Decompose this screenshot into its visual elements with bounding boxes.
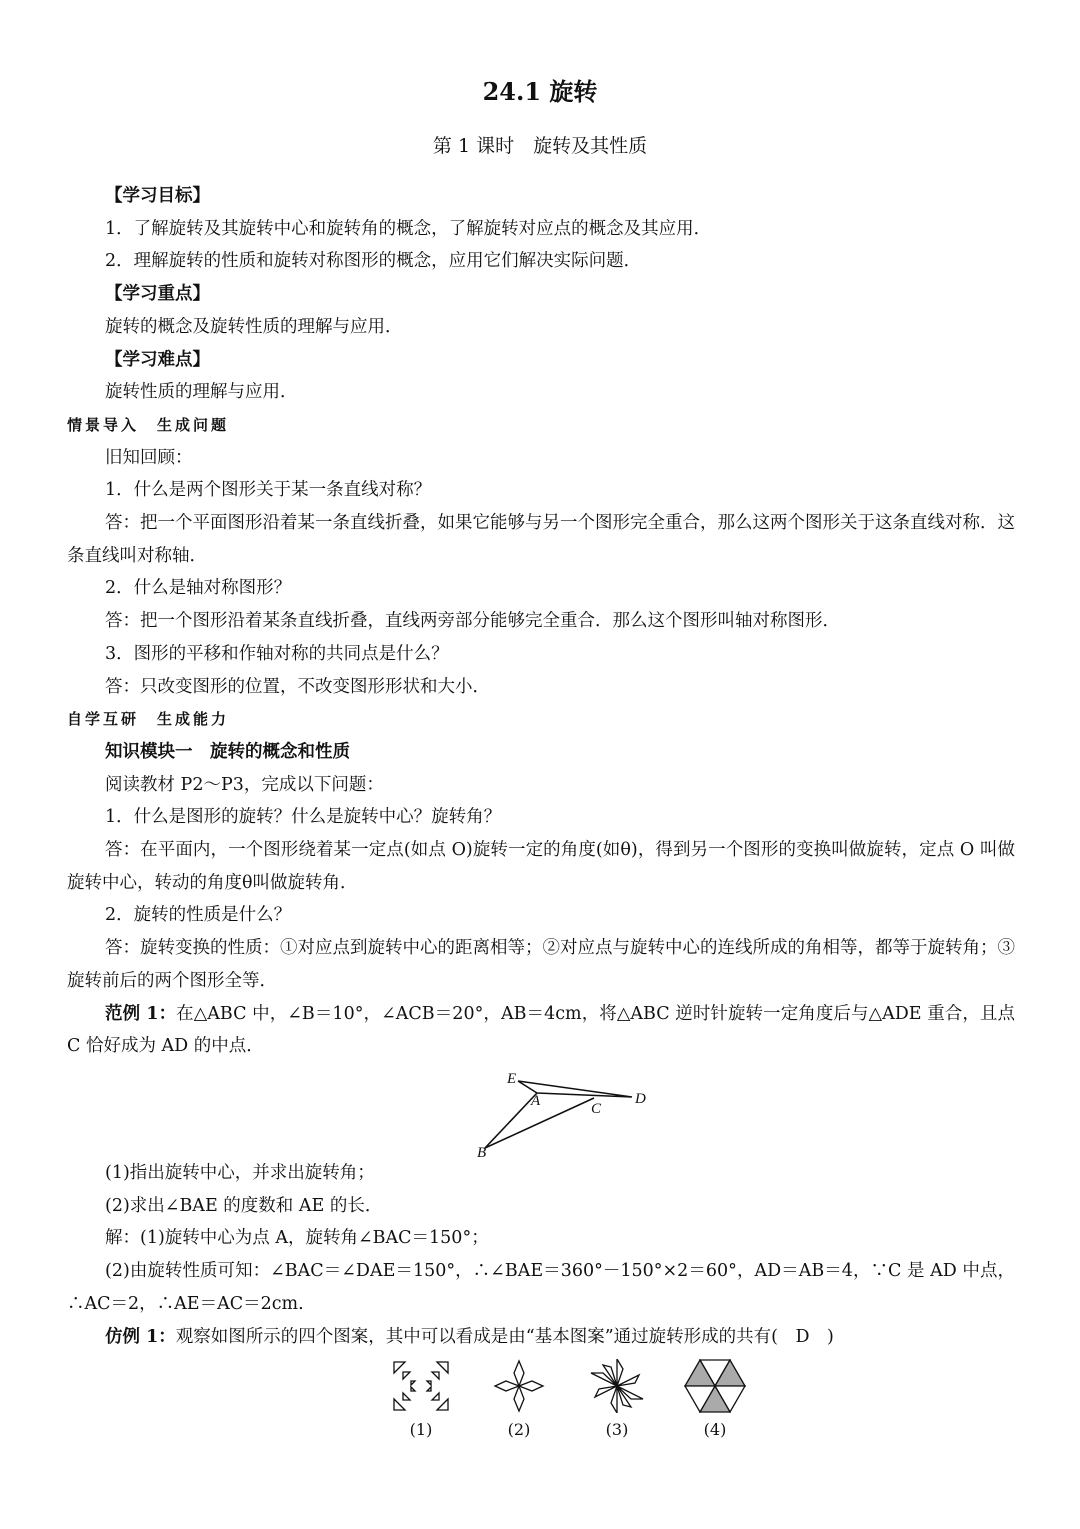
- triangle-rotation-figure: [467, 1065, 667, 1157]
- review-line: 2．什么是轴对称图形？: [105, 578, 292, 599]
- practice-1: [67, 1321, 1015, 1354]
- caption: (4): [703, 1420, 727, 1440]
- solution-line: 解：(1)旋转中心为点 A，旋转角∠BAC＝150°；: [105, 1228, 489, 1249]
- hexagon-pattern-icon: [683, 1359, 747, 1413]
- practice-text: 观察如图所示的四个图案，其中可以看成是由“基本图案”通过旋转形成的共有( D ): [175, 1326, 834, 1347]
- example-text: 在△ABC 中，∠B＝10°，∠ACB＝20°，AB＝4cm，将△ABC 逆时针旋转一定角度后与△ADE 重合，且点 C 恰好成为 AD 的中点．: [67, 1003, 1015, 1057]
- document-body: [67, 180, 1015, 1441]
- review-line: 3．图形的平移和作轴对称的共同点是什么？: [105, 643, 449, 664]
- page-title: 24.1 旋转: [482, 77, 598, 106]
- review-line: 1．什么是两个图形关于某一条直线对称？: [105, 480, 432, 501]
- label-c: C: [591, 1100, 602, 1117]
- study-line: 2．旋转的性质是什么？: [105, 905, 292, 926]
- key-heading: 【学习重点】: [105, 284, 210, 305]
- read-instruction: 阅读教材 P2～P3，完成以下问题：: [105, 774, 384, 795]
- study-line: 1．什么是图形的旋转？什么是旋转中心？旋转角？: [105, 807, 502, 828]
- pattern-3: [568, 1359, 666, 1441]
- label-d: D: [635, 1090, 646, 1107]
- section-heading: 自学互研 生成能力: [67, 710, 230, 729]
- study-line: 答：在平面内，一个图形绕着某一定点(如点 O)旋转一定的角度(如θ)，得到另一个图形的变换叫做旋转，定点 O 叫做旋转中心，转动的角度θ叫做旋转角．: [67, 840, 1015, 893]
- triangles-pattern-icon: [391, 1359, 451, 1413]
- label-e: E: [507, 1070, 517, 1087]
- pattern-4: [666, 1359, 764, 1441]
- review-line: 答：把一个平面图形沿着某一条直线折叠，如果它能够与另一个图形完全重合，那么这两个图形关于这条直线对称．这条直线叫对称轴．: [67, 513, 1015, 566]
- solution-line: (2)由旋转性质可知：∠BAC＝∠DAE＝150°，∴∠BAE＝360°－150°×2＝60°，AD＝AB＝4，∵C 是 AD 中点，∴AC＝2，∴AE＝AC＝2cm.: [67, 1261, 1015, 1314]
- practice-label: 仿例 1：: [105, 1326, 176, 1347]
- section-heading: 情景导入 生成问题: [67, 415, 230, 434]
- goal-item: 2．理解旋转的性质和旋转对称图形的概念，应用它们解决实际问题．: [105, 251, 642, 272]
- study-line: 答：旋转变换的性质：①对应点到旋转中心的距离相等；②对应点与旋转中心的连线所成的角相等，都等于旋转角；③旋转前后的两个图形全等．: [67, 938, 1015, 991]
- example-1: [67, 998, 1015, 1063]
- difficulty-heading: 【学习难点】: [105, 349, 210, 370]
- pinwheel-pattern-icon: [587, 1359, 647, 1413]
- label-a: A: [531, 1092, 541, 1109]
- key-text: 旋转的概念及旋转性质的理解与应用．: [105, 316, 403, 337]
- label-b: B: [477, 1144, 487, 1157]
- caption: (3): [605, 1420, 629, 1440]
- difficulty-text: 旋转性质的理解与应用．: [105, 382, 298, 403]
- four-petal-pattern-icon: [489, 1359, 549, 1413]
- review-line: 答：只改变图形的位置，不改变图形形状和大小．: [105, 676, 490, 697]
- question: (1)指出旋转中心，并求出旋转角；: [105, 1162, 375, 1183]
- pattern-figures: [372, 1359, 1015, 1441]
- caption: (1): [409, 1420, 433, 1440]
- lesson-subtitle: 第 1 课时 旋转及其性质: [432, 135, 648, 157]
- review-label: 旧知回顾：: [105, 447, 193, 468]
- review-line: 答：把一个图形沿着某条直线折叠，直线两旁部分能够完全重合．那么这个图形叫轴对称图形．: [105, 611, 840, 632]
- example-label: 范例 1：: [105, 1003, 177, 1024]
- question: (2)求出∠BAE 的度数和 AE 的长．: [105, 1195, 383, 1216]
- module-heading: 知识模块一 旋转的概念和性质: [105, 741, 350, 762]
- goal-item: 1．了解旋转及其旋转中心和旋转角的概念，了解旋转对应点的概念及其应用．: [105, 218, 712, 239]
- pattern-2: [470, 1359, 568, 1441]
- caption: (2): [507, 1420, 531, 1440]
- goals-heading: 【学习目标】: [105, 186, 210, 206]
- pattern-1: [372, 1359, 470, 1441]
